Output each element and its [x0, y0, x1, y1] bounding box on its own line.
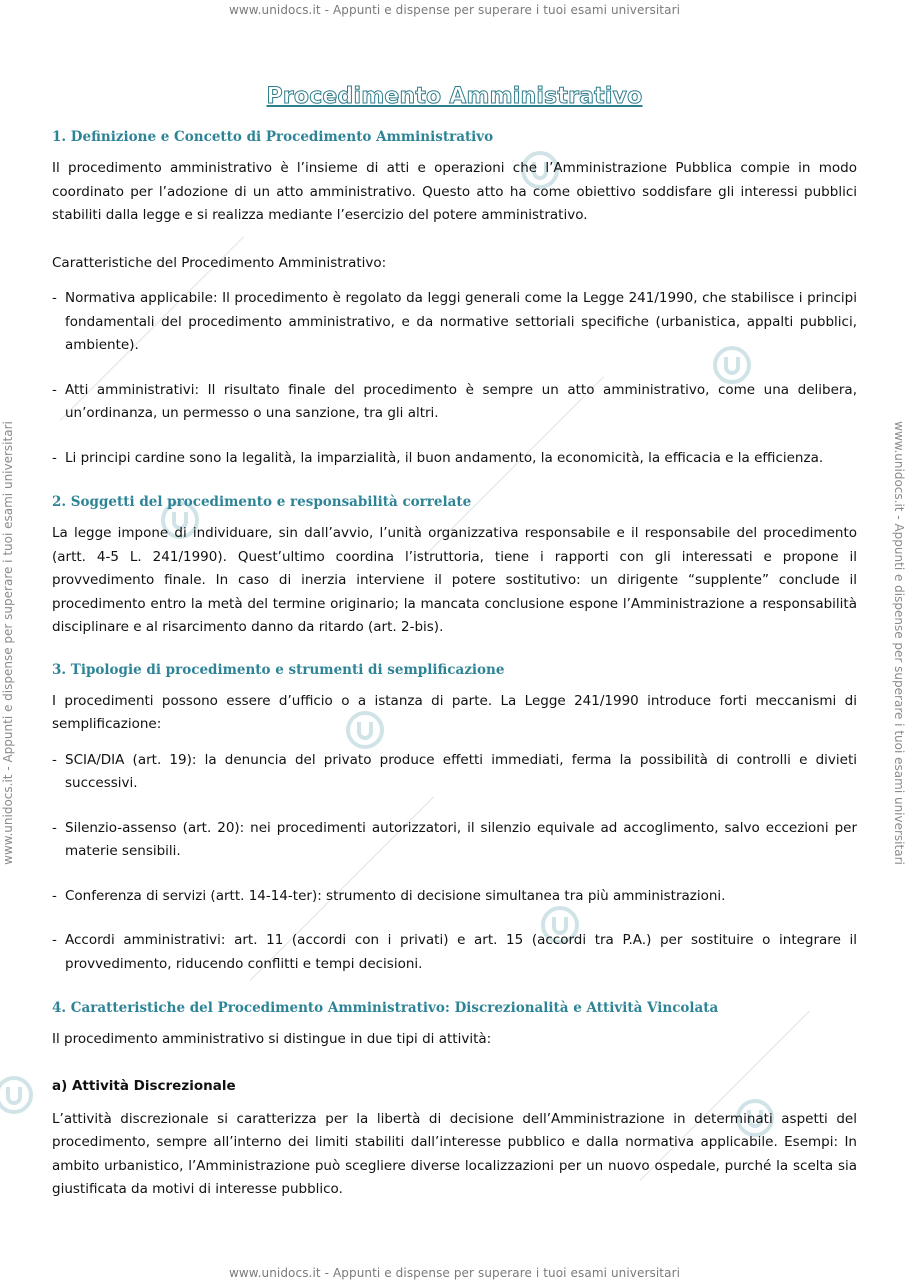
- section-1-subtitle: Caratteristiche del Procedimento Amministrativo:: [52, 254, 387, 271]
- section-2-heading: 2. Soggetti del procedimento e responsabilità correlate: [52, 494, 472, 510]
- section-4-subheading: a) Attività Discrezionale: [52, 1077, 236, 1094]
- footer-banner: www.unidocs.it - Appunti e dispense per superare i tuoi esami universitari: [228, 1266, 681, 1280]
- section-3-intro: I procedimenti possono essere d’ufficio o a istanza di parte. La Legge 241/1990 introduce forti meccanismi di semplificazione:: [52, 692, 857, 732]
- section-4-heading: 4. Caratteristiche del Procedimento Amministrativo: Discrezionalità e Attività Vincolata: [52, 1000, 719, 1016]
- list-item: - Atti amministrativi: Il risultato finale del procedimento è sempre un atto amministrativo, come una delibera, un’ordinanza, un permesso o una sanzione, tra gli altri.: [52, 379, 857, 426]
- list-item: - Accordi amministrativi: art. 11 (accordi con i privati) e art. 15 (accordi tra P.A.) per sostituire o integrare il provvedimento, riducendo conflitti e tempi decisioni.: [52, 929, 857, 976]
- header-banner: www.unidocs.it - Appunti e dispense per superare i tuoi esami universitari: [228, 3, 681, 17]
- document-page: [52, 84, 857, 1202]
- list-item: - SCIA/DIA (art. 19): la denuncia del privato produce effetti immediati, ferma la possibilità di controlli e divieti successivi.: [52, 749, 857, 796]
- list-item: - Li principi cardine sono la legalità, la imparzialità, il buon andamento, la economicità, la efficacia e la efficienza.: [52, 447, 857, 471]
- list-item: - Conferenza di servizi (artt. 14-14-ter): strumento di decisione simultanea tra più amministrazioni.: [52, 885, 857, 909]
- list-item: - Silenzio-assenso (art. 20): nei procedimenti autorizzatori, il silenzio equivale ad accoglimento, salvo eccezioni per materie sensibili.: [52, 817, 857, 864]
- document-title: Procedimento Amministrativo: [266, 84, 643, 109]
- section-1-intro: Il procedimento amministrativo è l’insieme di atti e operazioni che l’Amministrazione Pubblica compie in modo coordinato per l’adozione di un atto amministrativo. Questo atto ha come obiettivo soddisfare gli interessi pubblici stabiliti dalla legge e si realizza mediante l’esercizio del potere amministrativo.: [52, 160, 857, 223]
- list-item: - Normativa applicabile: Il procedimento è regolato da leggi generali come la Legge 241/1990, che stabilisce i principi fondamentali del procedimento amministrativo, e da normative settoriali specifiche (urbanistica, appalti pubblici, ambiente).: [52, 287, 857, 358]
- section-4-intro: Il procedimento amministrativo si distingue in due tipi di attività:: [52, 1031, 492, 1047]
- section-3-heading: 3. Tipologie di procedimento e strumenti di semplificazione: [52, 661, 505, 678]
- section-2-body: La legge impone di individuare, sin dall’avvio, l’unità organizzativa responsabile e il responsabile del procedimento (artt. 4-5 L. 241/1990). Quest’ultimo coordina l’istruttoria, tiene i rapporti con gli interessati e propone il provvedimento finale. In caso di inerzia interviene il potere sostitutivo: un dirigente “supplente” conclude il procedimento entro la metà del termine originario; la mancata conclusione espone l’Amministrazione a responsabilità disciplinare e al risarcimento danno da ritardo (art. 2-bis).: [52, 525, 857, 635]
- side-banner-right: www.unidocs.it - Appunti e dispense per superare i tuoi esami universitari: [892, 421, 906, 865]
- section-1-heading: 1. Definizione e Concetto di Procedimento Amministrativo: [52, 129, 494, 145]
- watermark-logo-icon: [0, 1075, 34, 1115]
- section-4-body: L’attività discrezionale si caratterizza per la libertà di decisione dell’Amministrazione in determinati aspetti del procedimento, sempre all’interno dei limiti stabiliti dall’interesse pubblico e dalla normativa applicabile. Esempi: In ambito urbanistico, l’Amministrazione può scegliere diverse localizzazioni per un nuovo ospedale, purché la scelta sia giustificata da motivi di interesse pubblico.: [52, 1110, 857, 1197]
- side-banner-left: www.unidocs.it - Appunti e dispense per superare i tuoi esami universitari: [1, 421, 15, 865]
